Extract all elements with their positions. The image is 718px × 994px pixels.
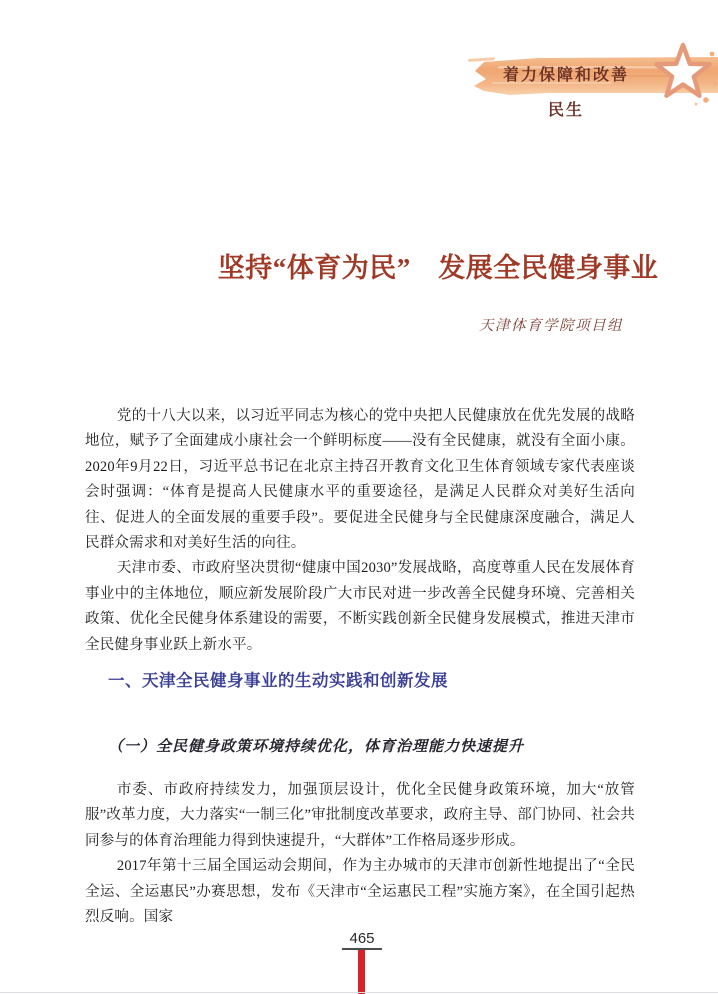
paragraph: 党的十八大以来，以习近平同志为核心的党中央把人民健康放在优先发展的战略地位，赋予了全面建成小康社会一个鲜明标度——没有全民健康，就没有全面小康。2020年9月22日，习近平总书记在北京主持召开教育文化卫生体育领域专家代表座谈会时强调：“体育是提高人民健康水平的重要途径，是满足人民群众对美好生活向往、促进人的全面发展的重要手段”。要促进全民健身与全民健康深度融合，满足人民群众需求和对美好生活的向往。 [85, 408, 635, 552]
subsection-heading: （一）全民健身政策环境持续优化，体育治理能力快速提升 [108, 739, 525, 755]
splatter-dot [695, 103, 698, 106]
paragraph: 天津市委、市政府坚决贯彻“健康中国2030”发展战略，高度尊重人民在发展体育事业中的主体地位，顺应新发展阶段广大市民对进一步改善全民健身环境、完善相关政策、优化全民健身体系建设的需要，不断实践创新全民健身发展模式，推进天津市全民健身事业跃上新水平。 [85, 560, 635, 653]
splatter-dot [713, 82, 717, 86]
page-number: 465 [342, 930, 382, 950]
section-paragraphs [85, 778, 635, 930]
article-title: 坚持“体育为民” 发展全民健身事业 [217, 253, 659, 283]
splatter-dot [703, 97, 709, 103]
header-banner [468, 42, 718, 119]
footer-red-bar [358, 950, 365, 994]
splatter-dot [710, 52, 715, 57]
intro-paragraphs [85, 404, 635, 658]
page-edge-line [0, 992, 718, 993]
paragraph: 市委、市政府持续发力，加强顶层设计，优化全民健身政策环境，加大“放管服”改革力度，大力落实“一制三化”审批制度改革要求，政府主导、部门协同、社会共同参与的体育治理能力得到快速提升，“大群体”工作格局逐步形成。 [85, 782, 635, 849]
banner-label: 着力保障和改善民生 [502, 67, 629, 119]
article-author: 天津体育学院项目组 [479, 318, 623, 334]
section-heading: 一、天津全民健身事业的生动实践和创新发展 [108, 672, 448, 690]
paragraph: 2017年第十三届全国运动会期间，作为主办城市的天津市创新性地提出了“全民全运、全运惠民”办赛思想，发布《天津市“全运惠民工程”实施方案》，在全国引起热烈反响。国家 [85, 858, 635, 926]
